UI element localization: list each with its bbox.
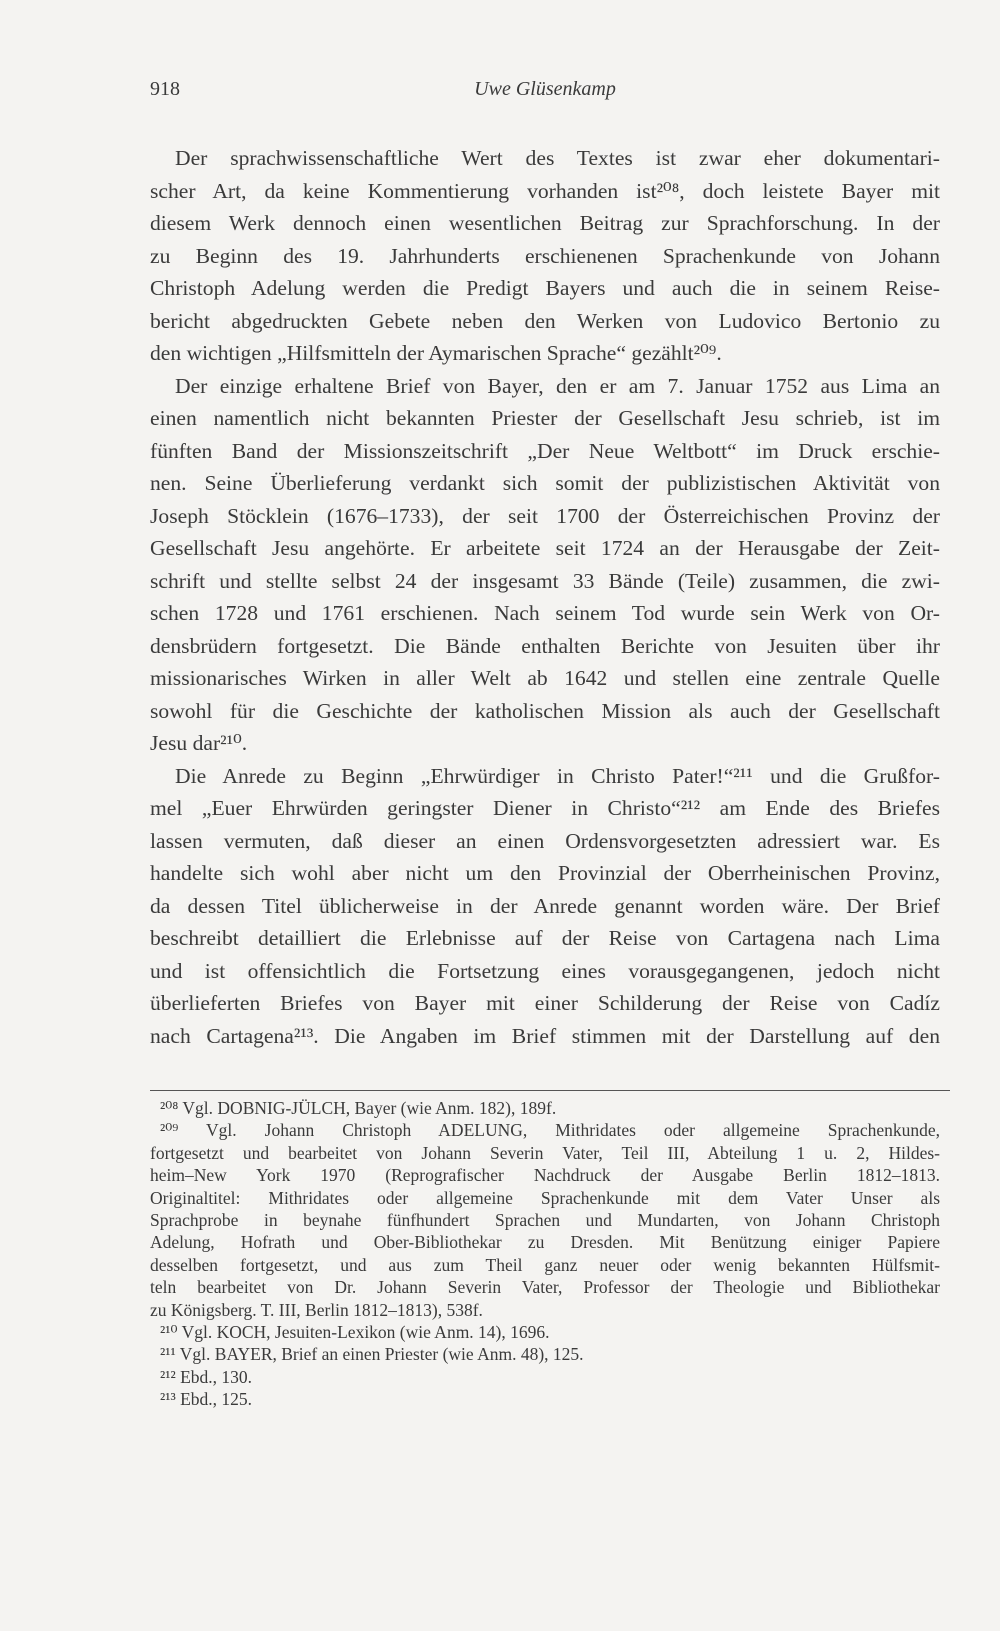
body-line: da dessen Titel üblicherweise in der Anrede genannt worden wäre. Der Brief [150, 893, 940, 918]
footnote-start-line: ²¹⁰ Vgl. KOCH, Jesuiten-Lexikon (wie Anm. 14), 1696. [160, 1321, 550, 1342]
body-line: Der einzige erhaltene Brief von Bayer, den er am 7. Januar 1752 aus Lima an [175, 373, 940, 398]
page-number: 918 [150, 78, 180, 100]
footnote-line: teln bearbeitet von Dr. Johann Severin Vater, Professor der Theologie und Bibliothekar [150, 1277, 940, 1298]
body-line: scher Art, da keine Kommentierung vorhanden ist²⁰⁸, doch leistete Bayer mit [150, 178, 940, 203]
footnote-line: desselben fortgesetzt, und aus zum Theil ganz neuer oder wenig bekannten Hülfsmit- [150, 1254, 940, 1275]
body-line: bericht abgedruckten Gebete neben den Werken von Ludovico Bertonio zu [150, 308, 940, 333]
footnote-line: fortgesetzt und bearbeitet von Johann Severin Vater, Teil III, Abteilung 1 u. 2, Hildes- [150, 1142, 940, 1163]
body-line: handelte sich wohl aber nicht um den Provinzial der Oberrheinischen Provinz, [150, 861, 940, 885]
body-line: den wichtigen „Hilfsmitteln der Aymarischen Sprache“ gezählt²⁰⁹. [150, 341, 722, 365]
body-line: Joseph Stöcklein (1676–1733), der seit 1700 der Österreichischen Provinz der [150, 503, 940, 528]
body-line: schrift und stellte selbst 24 der insgesamt 33 Bände (Teile) zusammen, die zwi- [150, 568, 940, 593]
footnote-start-line: ²¹² Ebd., 130. [160, 1366, 253, 1387]
footnote-start-line: ²⁰⁸ Vgl. DOBNIG-JÜLCH, Bayer (wie Anm. 182), 189f. [160, 1098, 557, 1118]
footnote-line: Adelung, Hofrath und Ober-Bibliothekar zu Dresden. Mit Benützung einiger Papiere [150, 1232, 940, 1253]
body-line: lassen vermuten, daß dieser an einen Ordensvorgesetzten adressiert war. Es [150, 828, 940, 853]
body-line: Gesellschaft Jesu angehörte. Er arbeitete seit 1724 an der Herausgabe der Zeit- [150, 536, 940, 560]
footnote-line: heim–New York 1970 (Reprografischer Nachdruck der Ausgabe Berlin 1812–1813. [150, 1165, 940, 1186]
running-head: Uwe Glüsenkamp [474, 78, 616, 100]
body-line: Jesu dar²¹⁰. [150, 731, 248, 755]
footnote-start-line: ²⁰⁹ Vgl. Johann Christoph ADELUNG, Mithridates oder allgemeine Sprachenkunde, [160, 1120, 940, 1141]
footnote-line: Originaltitel: Mithridates oder allgemeine Sprachenkunde mit dem Vater Unser als [150, 1187, 940, 1208]
body-text [150, 142, 940, 1052]
body-line: densbrüdern fortgesetzt. Die Bände enthalten Berichte von Jesuiten über ihr [150, 633, 940, 658]
page-header [150, 78, 940, 108]
body-line: schen 1728 und 1761 erschienen. Nach seinem Tod wurde sein Werk von Or- [150, 601, 940, 625]
footnote-separator [150, 1090, 950, 1091]
body-line: beschreibt detailliert die Erlebnisse auf der Reise von Cartagena nach Lima [150, 926, 940, 950]
body-line: Christoph Adelung werden die Predigt Bayers und auch die in seinem Reise- [150, 276, 940, 300]
body-line: überlieferten Briefes von Bayer mit einer Schilderung der Reise von Cadíz [150, 991, 940, 1015]
body-line: Der sprachwissenschaftliche Wert des Textes ist zwar eher dokumentari- [175, 146, 940, 170]
body-line: sowohl für die Geschichte der katholischen Mission als auch der Gesellschaft [150, 698, 940, 723]
body-line: mel „Euer Ehrwürden geringster Diener in Christo“²¹² am Ende des Briefes [150, 796, 940, 820]
body-line: diesem Werk dennoch einen wesentlichen Beitrag zur Sprachforschung. In der [150, 211, 940, 235]
footnote-start-line: ²¹³ Ebd., 125. [160, 1389, 253, 1410]
body-line: zu Beginn des 19. Jahrhunderts erschienenen Sprachenkunde von Johann [150, 243, 940, 268]
footnote-line: Sprachprobe in beynahe fünfhundert Sprachen und Mundarten, von Johann Christoph [150, 1209, 940, 1230]
footnotes [150, 1097, 940, 1410]
body-line: missionarisches Wirken in aller Welt ab 1642 und stellen eine zentrale Quelle [150, 666, 940, 690]
body-line: und ist offensichtlich die Fortsetzung eines vorausgegangenen, jedoch nicht [150, 958, 940, 983]
body-line: nach Cartagena²¹³. Die Angaben im Brief stimmen mit der Darstellung auf den [150, 1023, 940, 1048]
body-line: fünften Band der Missionszeitschrift „Der Neue Weltbott“ im Druck erschie- [150, 438, 940, 463]
body-line: nen. Seine Überlieferung verdankt sich somit der publizistischen Aktivität von [150, 471, 940, 495]
body-line: Die Anrede zu Beginn „Ehrwürdiger in Christo Pater!“²¹¹ und die Grußfor- [175, 763, 940, 788]
body-line: einen namentlich nicht bekannten Priester der Gesellschaft Jesu schrieb, ist im [150, 406, 940, 430]
footnote-start-line: ²¹¹ Vgl. BAYER, Brief an einen Priester (wie Anm. 48), 125. [160, 1344, 584, 1365]
footnote-line: zu Königsberg. T. III, Berlin 1812–1813), 538f. [150, 1299, 483, 1320]
